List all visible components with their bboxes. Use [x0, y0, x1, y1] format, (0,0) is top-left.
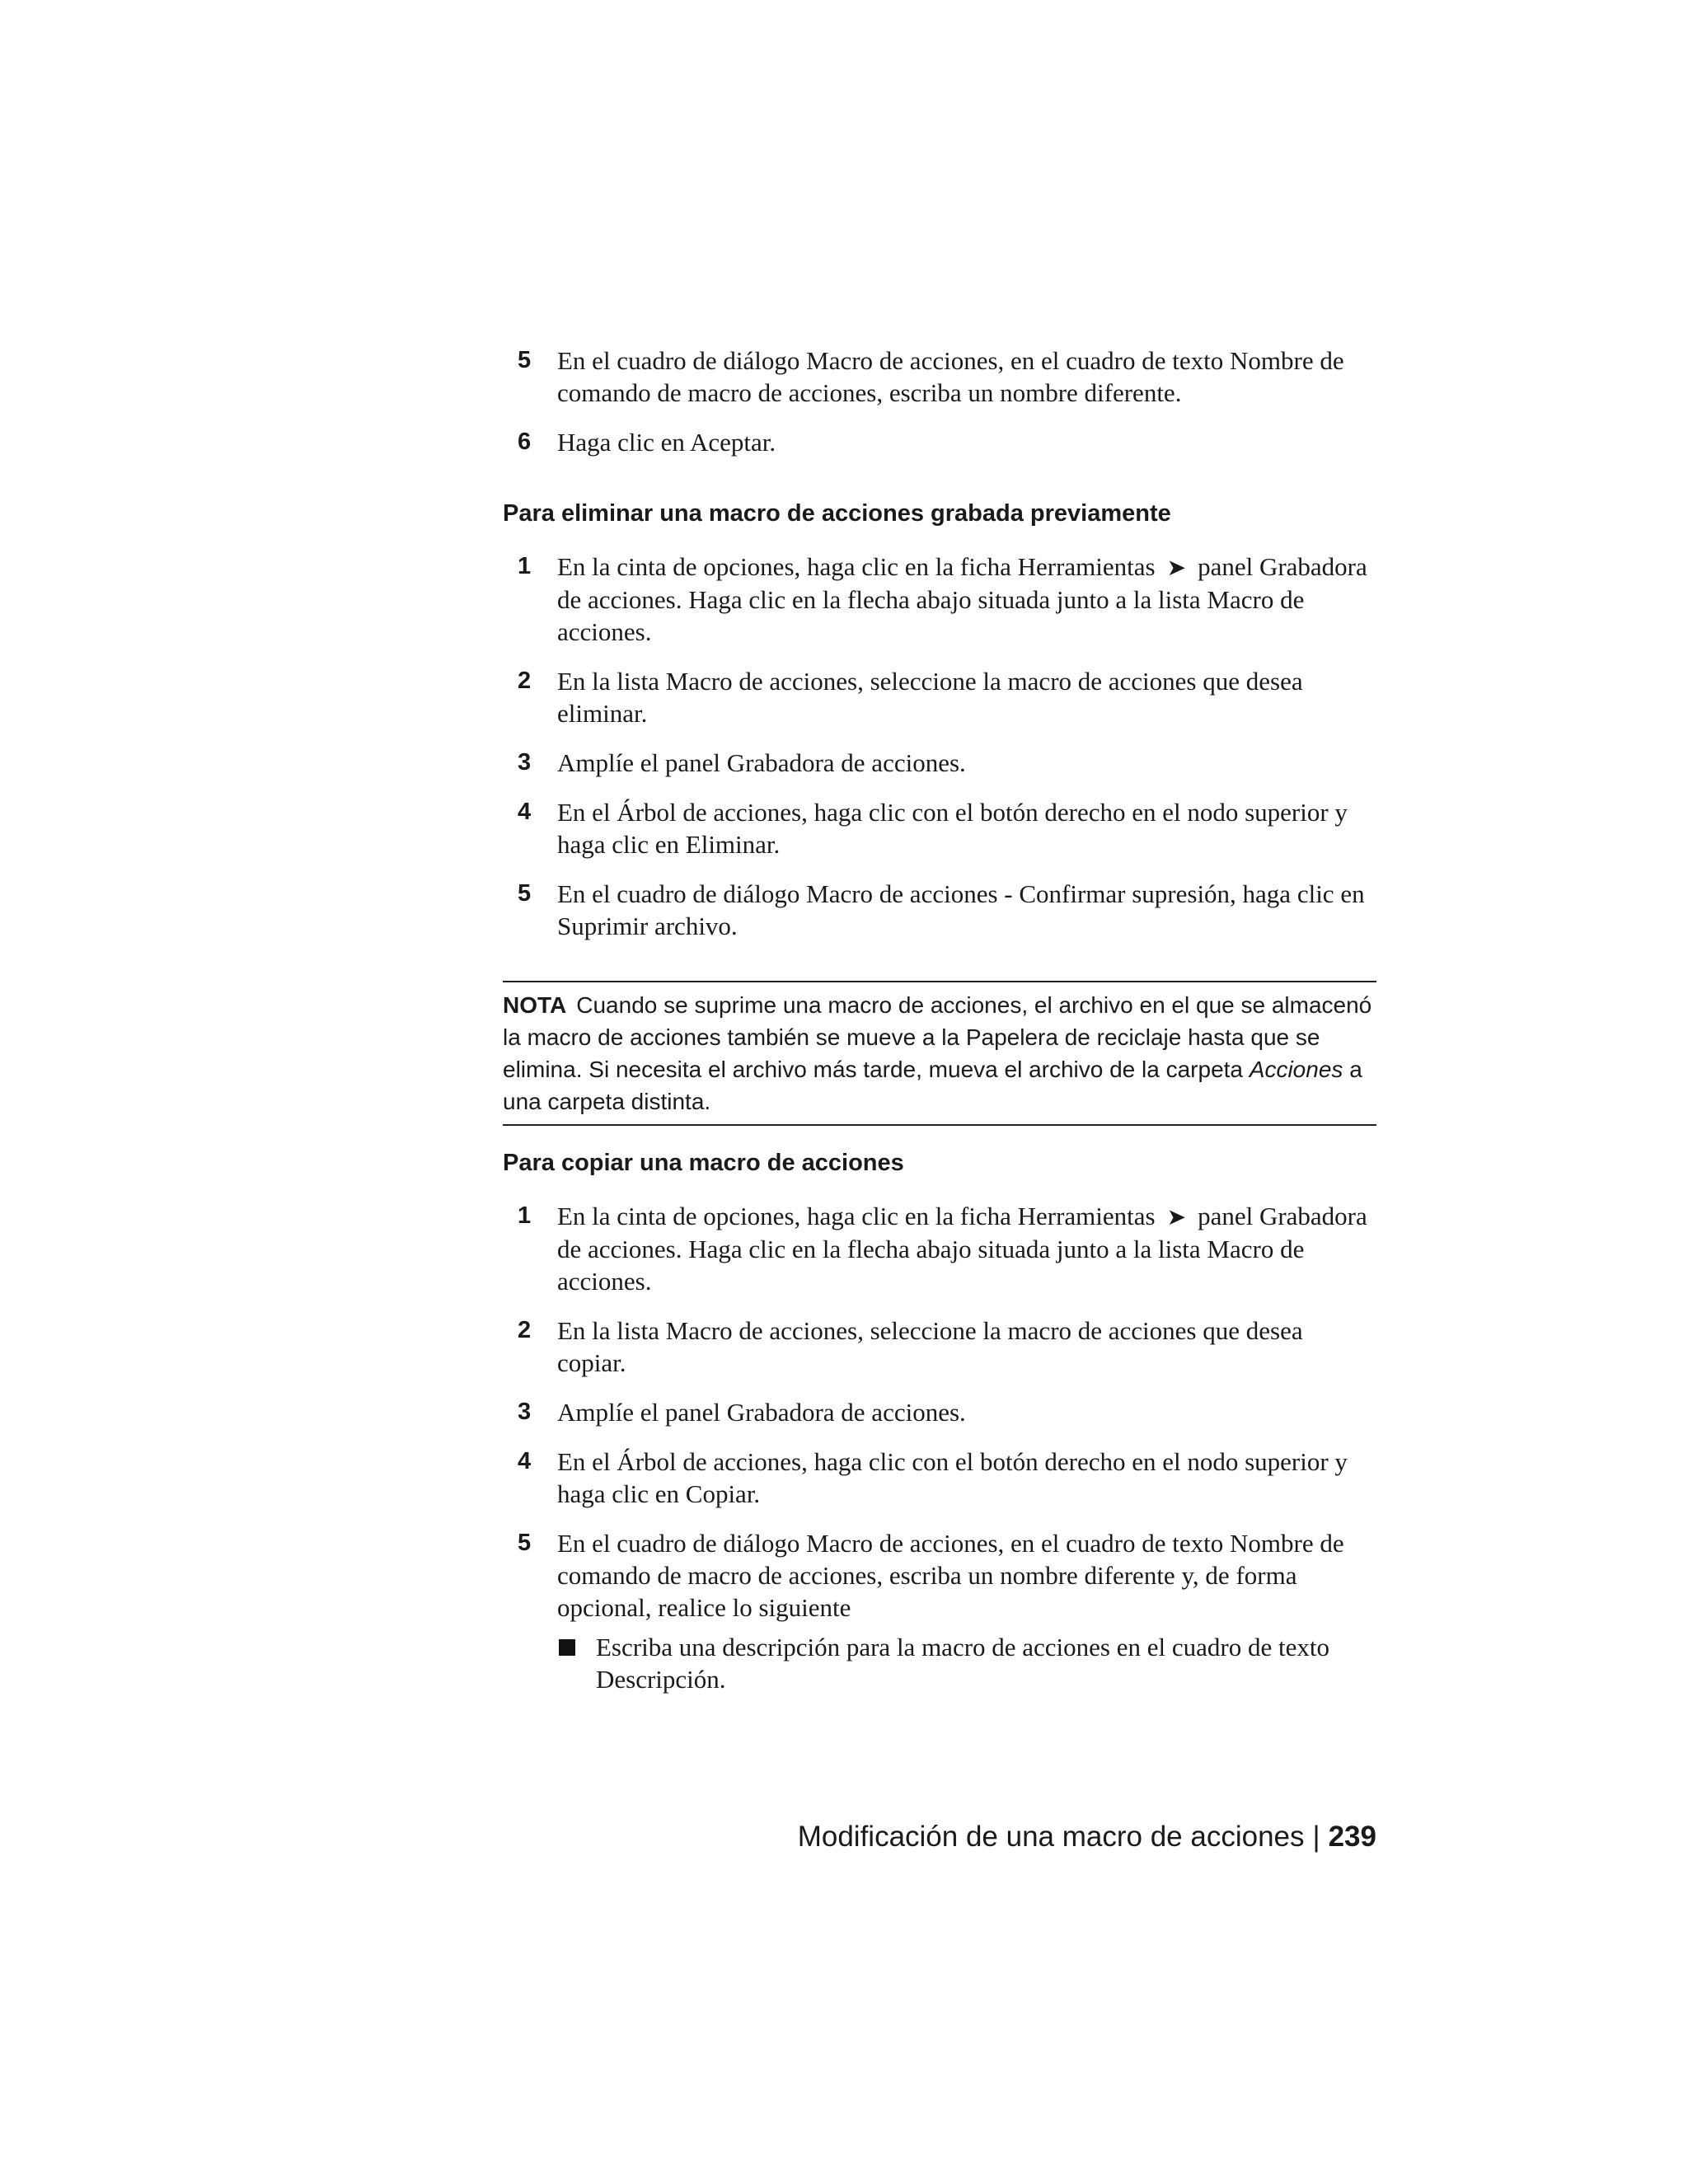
step-number: 1 — [518, 553, 532, 579]
step-number: 5 — [518, 880, 532, 907]
step-number: 1 — [518, 1202, 532, 1229]
step-text: En la cinta de opciones, haga clic en la ficha Herramientas — [557, 1202, 1156, 1230]
step-number: 5 — [518, 347, 532, 373]
step-list-delete — [503, 551, 1376, 942]
step-item — [503, 1527, 1376, 1624]
note-box — [503, 981, 1376, 1126]
note-text-end: a una carpeta distinta. — [503, 1057, 1362, 1114]
step-text: Amplíe el panel Grabadora de acciones. — [557, 1398, 966, 1427]
step-text: Haga clic en Aceptar. — [557, 428, 776, 457]
step-item — [503, 747, 1376, 779]
step-item — [503, 344, 1376, 409]
section-delete — [503, 499, 1376, 528]
note-text: Cuando se suprime una macro de acciones, el archivo en el que se almacenó la macro de acciones también se mueve a la Papelera de reciclaje hasta que se elimina. Si necesita el archivo más tarde, mueva el archivo de la carpeta — [503, 992, 1372, 1082]
footer-title: Modificación de una macro de acciones — [797, 1821, 1305, 1853]
square-bullet-icon — [559, 1639, 575, 1656]
bullet-item — [503, 1631, 1376, 1695]
step-item — [503, 1315, 1376, 1379]
step-text: En el cuadro de diálogo Macro de acciones, en el cuadro de texto Nombre de comando de macro de acciones, escriba un nombre diferente. — [557, 346, 1344, 407]
arrow-icon: ➤ — [1166, 1203, 1187, 1230]
step-number: 4 — [518, 799, 532, 825]
step-item — [503, 1200, 1376, 1297]
step-text: panel Grabadora de acciones. Haga clic en la flecha abajo situada junto a la lista Macro de acciones. — [557, 552, 1367, 646]
step-text: En la lista Macro de acciones, seleccione la macro de acciones que desea copiar. — [557, 1316, 1303, 1377]
step-item — [503, 878, 1376, 942]
section-heading: Para copiar una macro de acciones — [503, 1150, 904, 1176]
step-text: En el cuadro de diálogo Macro de acciones, en el cuadro de texto Nombre de comando de macro de acciones, escriba un nombre diferente y, de forma opcional, realice lo siguiente — [557, 1529, 1344, 1622]
note-label: NOTA — [503, 992, 567, 1018]
bullet-text: Escriba una descripción para la macro de acciones en el cuadro de texto Descripción. — [596, 1633, 1329, 1694]
step-number: 4 — [518, 1448, 532, 1474]
step-number: 3 — [518, 1399, 532, 1425]
step-text: Amplíe el panel Grabadora de acciones. — [557, 748, 966, 777]
step-item — [503, 426, 1376, 458]
step-number: 5 — [518, 1530, 532, 1556]
step-list-copy — [503, 1200, 1376, 1695]
step-text: En el Árbol de acciones, haga clic con el botón derecho en el nodo superior y haga clic en Eliminar. — [557, 798, 1348, 859]
step-text: En el cuadro de diálogo Macro de acciones - Confirmar supresión, haga clic en Suprimir archivo. — [557, 879, 1365, 940]
section-copy — [503, 1148, 1376, 1178]
step-item — [503, 1396, 1376, 1428]
step-number: 6 — [518, 429, 532, 455]
section-heading: Para eliminar una macro de acciones grabada previamente — [503, 500, 1171, 527]
footer-separator: | — [1312, 1821, 1320, 1853]
step-item — [503, 665, 1376, 729]
step-list-top — [503, 344, 1376, 458]
step-number: 2 — [518, 1317, 532, 1343]
step-item — [503, 796, 1376, 860]
page-footer — [798, 1819, 1376, 1855]
step-item — [503, 1446, 1376, 1510]
step-text: En la lista Macro de acciones, seleccione la macro de acciones que desea eliminar. — [557, 667, 1303, 728]
step-number: 3 — [518, 749, 532, 776]
step-text: En la cinta de opciones, haga clic en la ficha Herramientas — [557, 552, 1156, 581]
arrow-icon: ➤ — [1166, 554, 1187, 581]
step-text: panel Grabadora de acciones. Haga clic en la flecha abajo situada junto a la lista Macro de acciones. — [557, 1202, 1367, 1296]
note-folder-name: Acciones — [1249, 1057, 1343, 1082]
page-number: 239 — [1328, 1821, 1376, 1853]
step-text: En el Árbol de acciones, haga clic con el botón derecho en el nodo superior y haga clic en Copiar. — [557, 1447, 1348, 1508]
step-number: 2 — [518, 668, 532, 694]
step-item — [503, 551, 1376, 648]
